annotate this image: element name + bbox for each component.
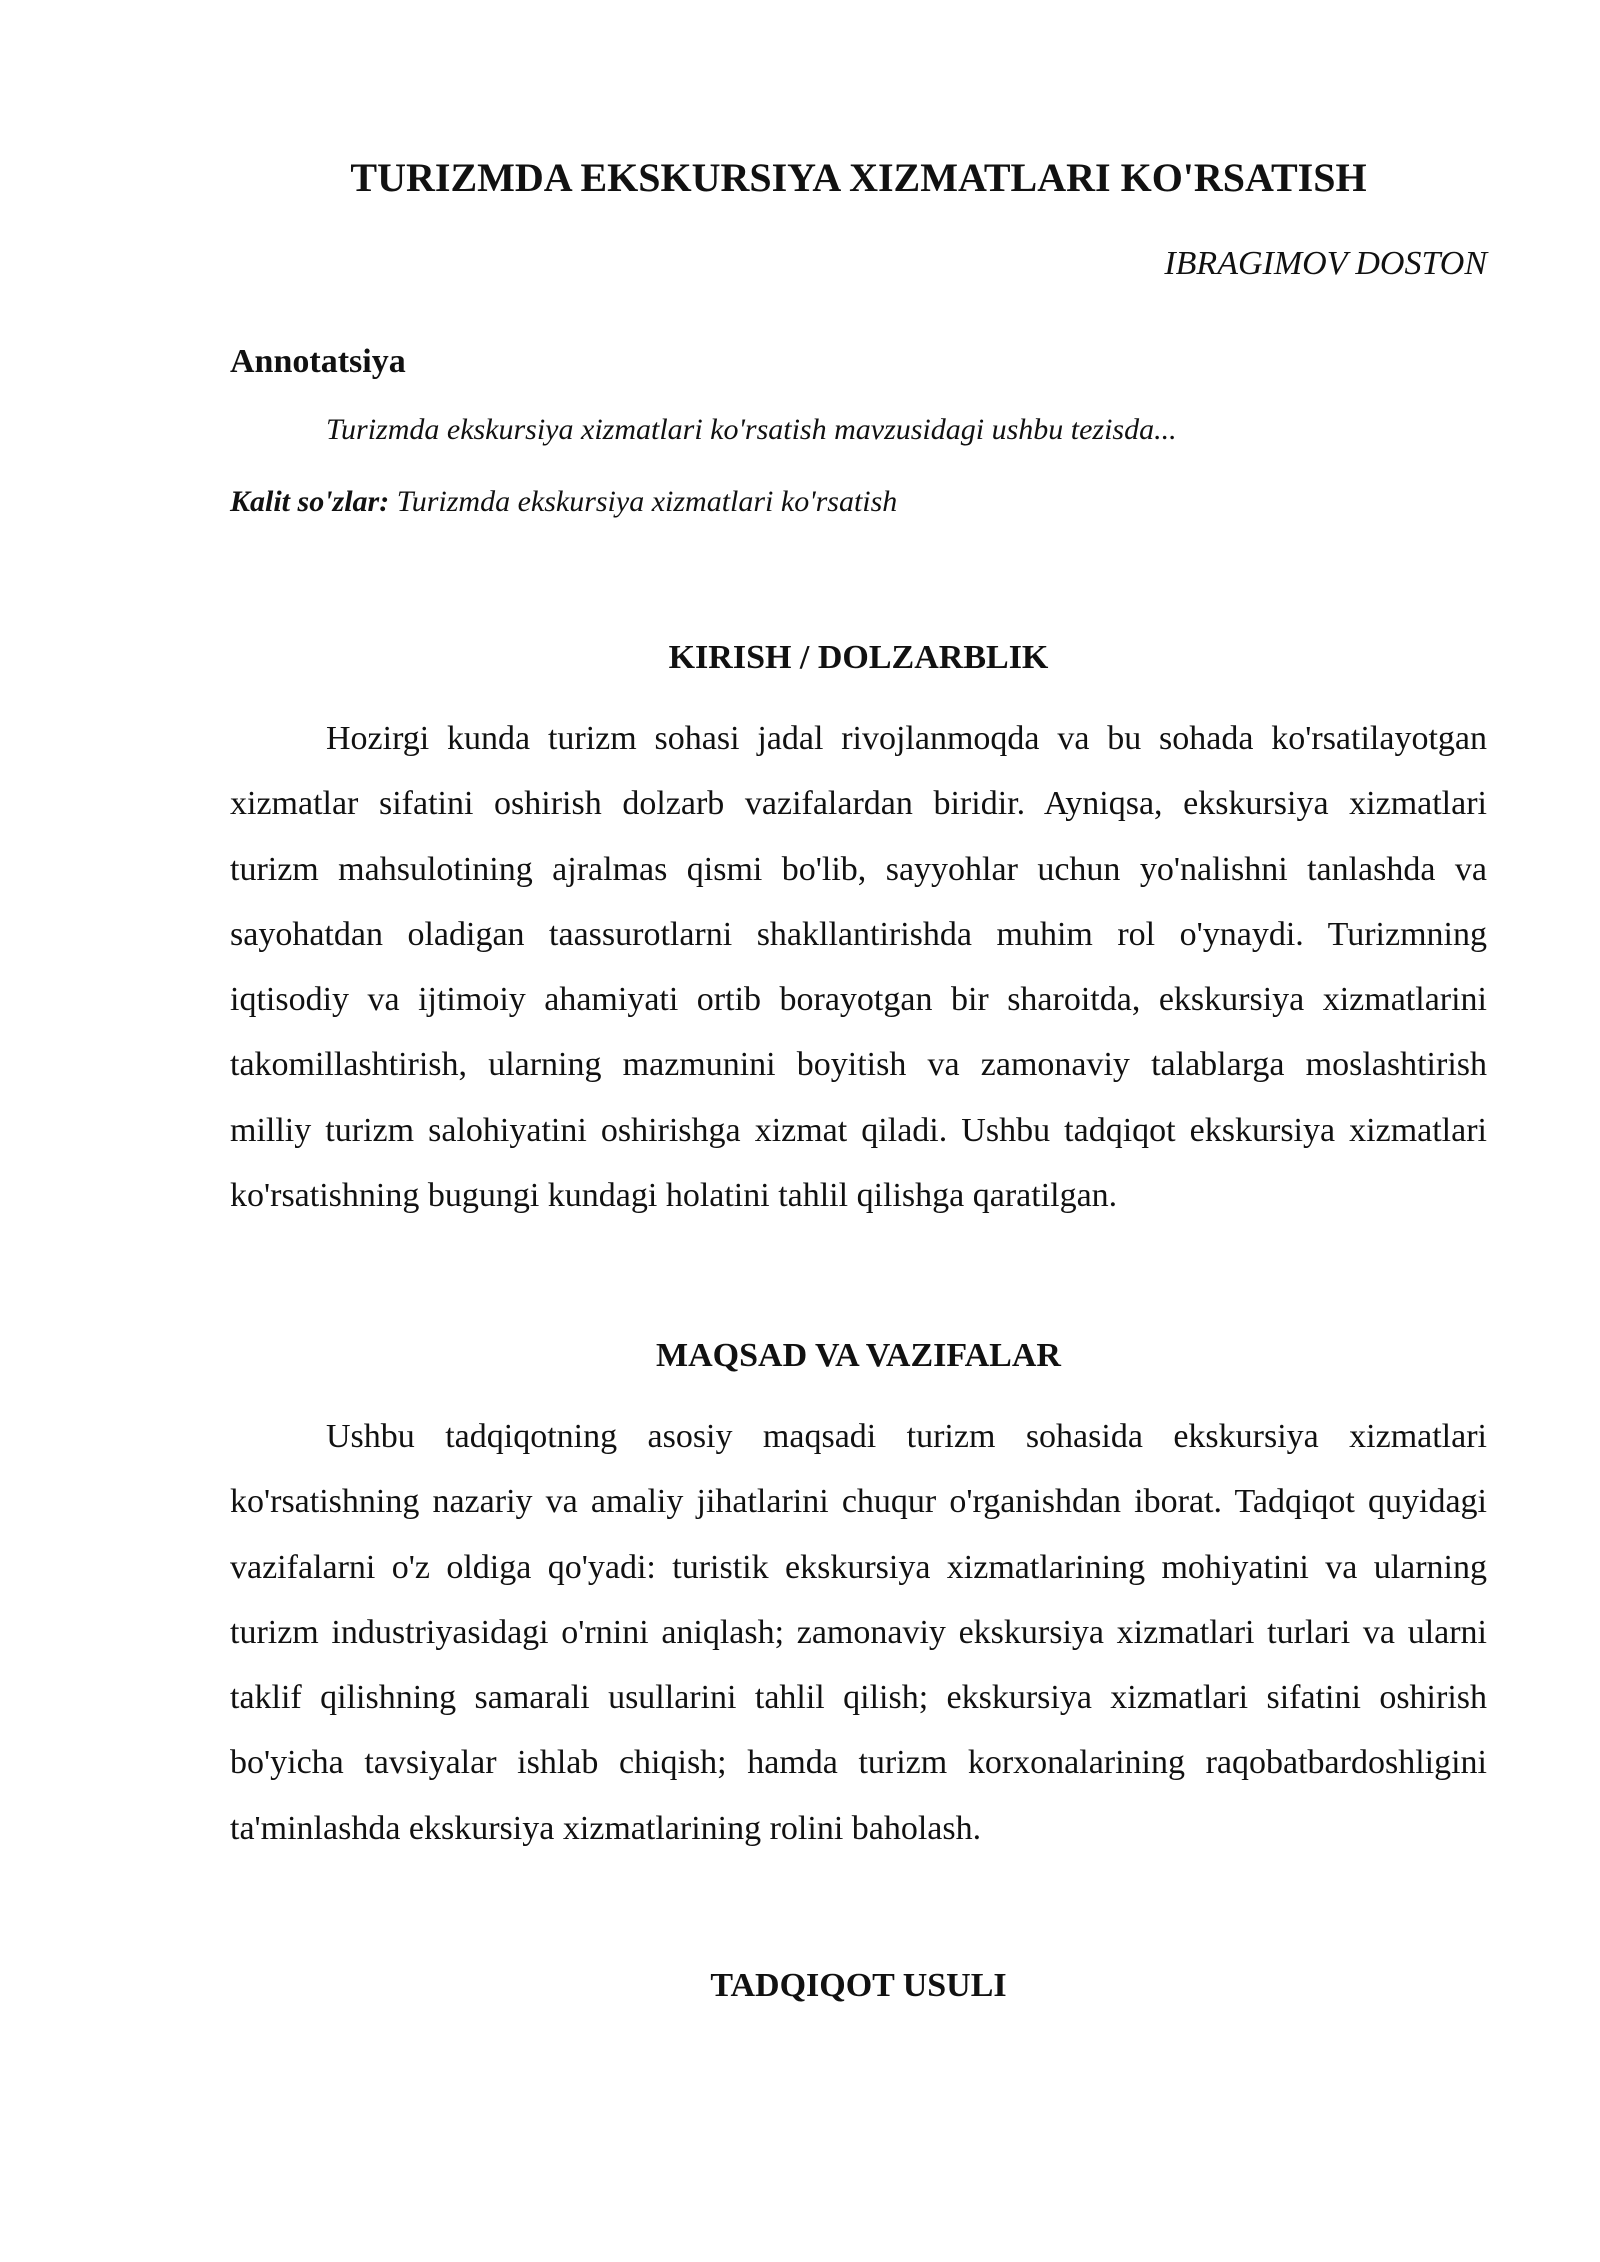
document-title: TURIZMDA EKSKURSIYA XIZMATLARI KO'RSATISH: [350, 155, 1367, 200]
section-heading-maqsad: MAQSAD VA VAZIFALAR: [656, 1337, 1061, 1374]
keywords-line: [230, 482, 897, 522]
annotation-text: Turizmda ekskursiya xizmatlari ko'rsatish mavzusidagi ushbu tezisda...: [326, 413, 1177, 446]
keywords-text: Turizmda ekskursiya xizmatlari ko'rsatish: [389, 485, 898, 518]
annotation-heading: Annotatsiya: [230, 343, 406, 380]
section-text-maqsad: Ushbu tadqiqotning asosiy maqsadi turizm sohasida ekskursiya xizmatlari ko'rsatishning nazariy va amaliy jihatlarini chuqur o'rganishdan iborat. Tadqiqot quyidagi vazifalarni o'z oldiga qo'yadi: turistik ekskursiya xizmatlarining mohiyatini va ularning turizm industriyasidagi o'rnini aniqlash; zamonaviy ekskursiya xizmatlari turlari va ularni taklif qilishning samarali usullarini tahlil qilish; ekskursiya xizmatlari sifatini oshirish bo'yicha tavsiyalar ishlab chiqish; hamda turizm korxonalarining raqobatbardoshligini ta'minlashda ekskursiya xizmatlarining rolini baholash.: [230, 1418, 1487, 1847]
section-heading-usul: TADQIQOT USULI: [710, 1967, 1007, 2004]
section-text-kirish: Hozirgi kunda turizm sohasi jadal rivojlanmoqda va bu sohada ko'rsatilayotgan xizmatlar sifatini oshirish dolzarb vazifalardan biridir. Ayniqsa, ekskursiya xizmatlari turizm mahsulotining ajralmas qismi bo'lib, sayyohlar uchun yo'nalishni tanlashda va sayohatdan oladigan taassurotlarni shakllantirishda muhim rol o'ynaydi. Turizmning iqtisodiy va ijtimoiy ahamiyati ortib borayotgan bir sharoitda, ekskursiya xizmatlarini takomillashtirish, ularning mazmunini boyitish va zamonaviy talablarga moslashtirish milliy turizm salohiyatini oshirishga xizmat qiladi. Ushbu tadqiqot ekskursiya xizmatlari ko'rsatishning bugungi kundagi holatini tahlil qilishga qaratilgan.: [230, 720, 1487, 1215]
author-name: IBRAGIMOV DOSTON: [1164, 245, 1487, 282]
section-heading-kirish: KIRISH / DOLZARBLIK: [668, 639, 1049, 676]
keywords-label: Kalit so'zlar:: [230, 485, 390, 518]
